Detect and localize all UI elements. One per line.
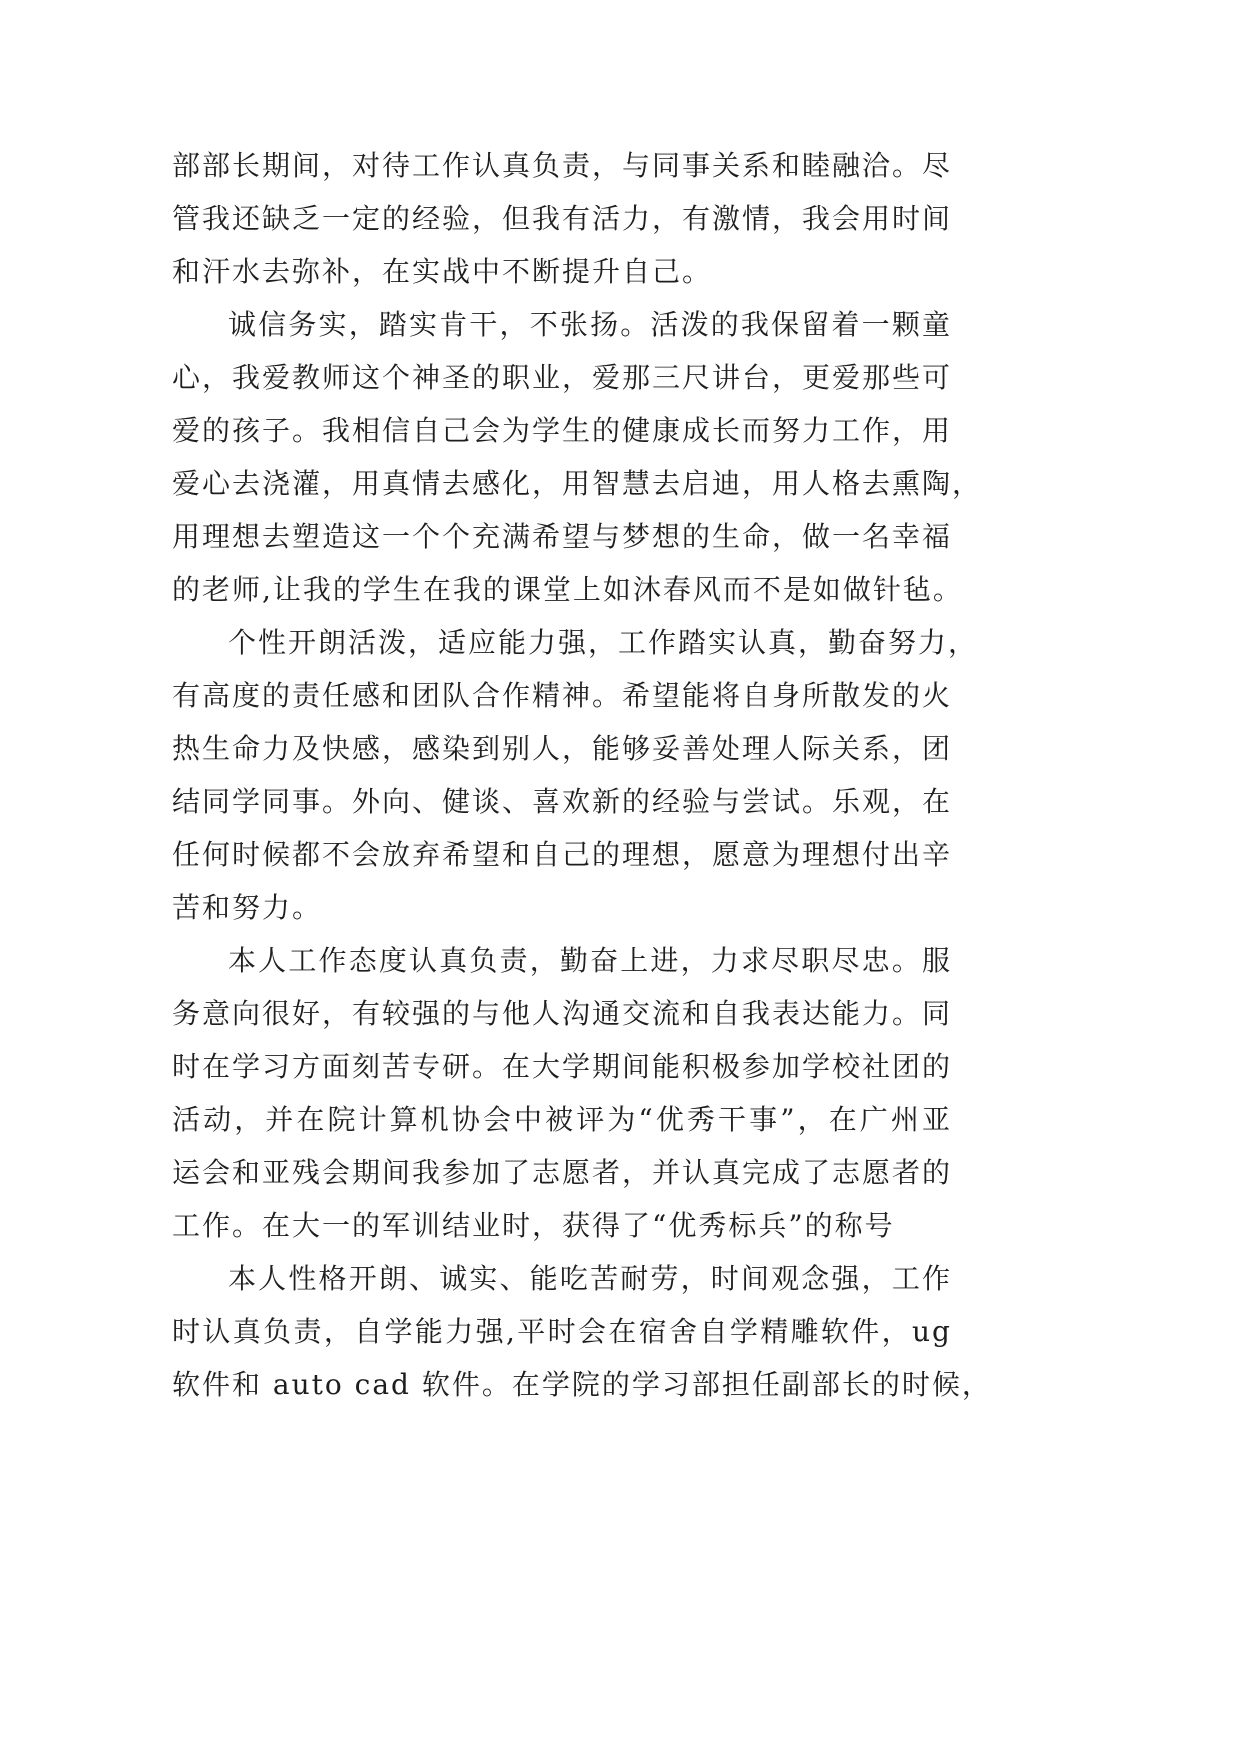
text-line: 苦和努力。 [172, 891, 323, 924]
text-line: 本人工作态度认真负责，勤奋上进，力求尽职尽忠。服 [228, 944, 952, 977]
text-line: 软件和 auto cad 软件。在学院的学习部担任副部长的时候， [172, 1368, 992, 1401]
text-line: 运会和亚残会期间我参加了志愿者，并认真完成了志愿者的 [172, 1156, 953, 1189]
text-line: 务意向很好，有较强的与他人沟通交流和自我表达能力。同 [172, 997, 953, 1030]
text-line: 部部长期间，对待工作认真负责，与同事关系和睦融洽。尽 [172, 149, 953, 182]
text-line: 结同学同事。外向、健谈、喜欢新的经验与尝试。乐观，在 [172, 785, 953, 818]
text-line: 诚信务实，踏实肯干，不张扬。活泼的我保留着一颗童 [228, 308, 952, 341]
text-line: 管我还缺乏一定的经验，但我有活力，有激情，我会用时间 [172, 202, 953, 235]
paragraph-1 [172, 139, 952, 298]
paragraph-5 [172, 1252, 992, 1411]
text-line: 工作。在大一的军训结业时，获得了“优秀标兵”的称号 [172, 1209, 895, 1242]
text-line: 个性开朗活泼，适应能力强，工作踏实认真，勤奋努力， [228, 626, 979, 659]
text-line: 热生命力及快感，感染到别人，能够妥善处理人际关系，团 [172, 732, 953, 765]
text-line: 活动，并在院计算机协会中被评为“优秀干事”，在广州亚 [172, 1103, 952, 1136]
text-line: 用理想去塑造这一个个充满希望与梦想的生命，做一名幸福 [172, 520, 953, 553]
document-body [172, 139, 992, 1411]
text-line: 时认真负责，自学能力强,平时会在宿舍自学精雕软件，ug [172, 1315, 952, 1348]
text-line: 任何时候都不会放弃希望和自己的理想，愿意为理想付出辛 [172, 838, 953, 871]
text-line: 心，我爱教师这个神圣的职业，爱那三尺讲台，更爱那些可 [172, 361, 953, 394]
text-line: 的老师,让我的学生在我的课堂上如沐春风而不是如做针毡。 [172, 573, 963, 606]
text-line: 和汗水去弥补，在实战中不断提升自己。 [172, 255, 713, 288]
paragraph-4 [172, 934, 952, 1252]
text-line: 时在学习方面刻苦专研。在大学期间能积极参加学校社团的 [172, 1050, 953, 1083]
text-line: 爱的孩子。我相信自己会为学生的健康成长而努力工作，用 [172, 414, 953, 447]
text-line: 爱心去浇灌，用真情去感化，用智慧去启迪，用人格去熏陶， [172, 467, 983, 500]
text-line: 有高度的责任感和团队合作精神。希望能将自身所散发的火 [172, 679, 953, 712]
paragraph-2 [172, 298, 983, 616]
text-line: 本人性格开朗、诚实、能吃苦耐劳，时间观念强，工作 [228, 1262, 952, 1295]
paragraph-3 [172, 616, 979, 934]
